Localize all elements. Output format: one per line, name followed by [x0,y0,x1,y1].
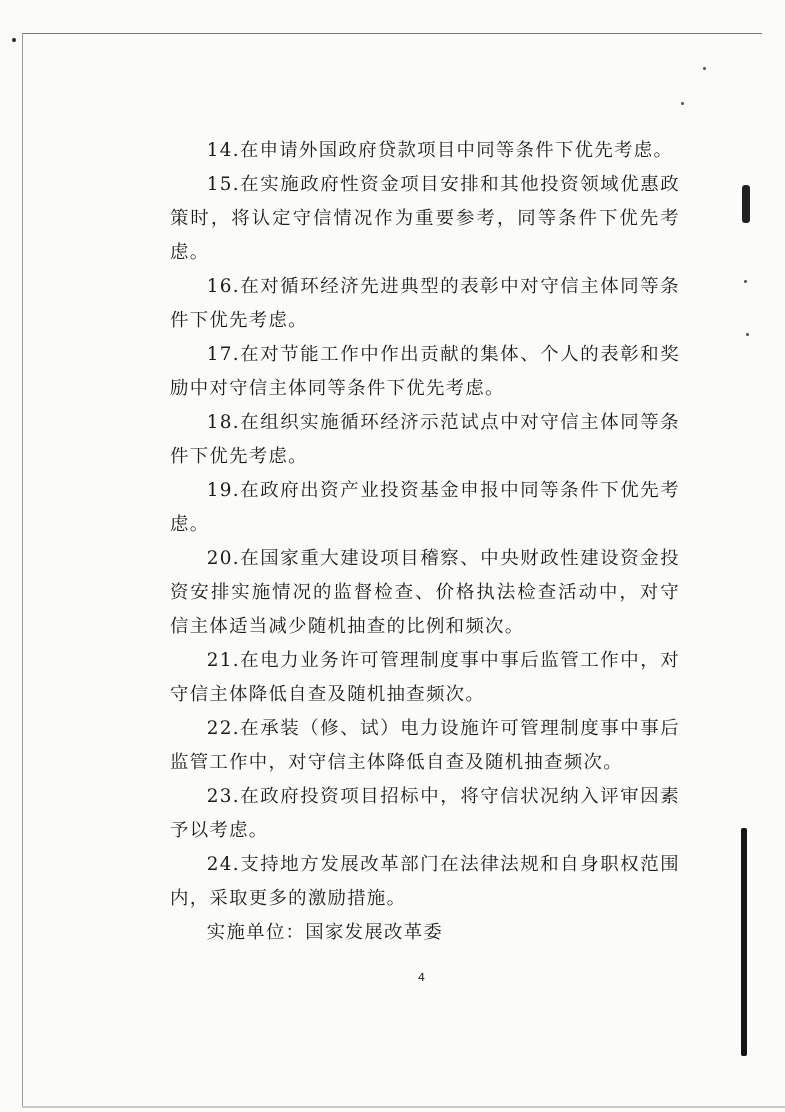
clause-24: 24.支持地方发展改革部门在法律法规和自身职权范围内，采取更多的激励措施。 [170,854,680,909]
scan-left-edge [22,33,23,1108]
scan-speck [681,102,684,105]
scan-artifact-bar [741,828,747,1056]
clause-14: 14.在申请外国政府贷款项目中同等条件下优先考虑。 [206,140,674,161]
clause-23: 23.在政府投资项目招标中，将守信状况纳入评审因素予以考虑。 [170,786,680,841]
scan-top-edge [22,33,762,34]
clause-21: 21.在电力业务许可管理制度事中事后监管工作中，对守信主体降低自查及随机抽查频次。 [170,650,680,705]
scan-speck [703,67,706,70]
clause-18: 18.在组织实施循环经济示范试点中对守信主体同等条件下优先考虑。 [170,412,680,467]
scan-speck [744,280,747,283]
clause-16: 16.在对循环经济先进典型的表彰中对守信主体同等条件下优先考虑。 [170,276,680,331]
scan-artifact-mark [742,185,750,223]
clause-15: 15.在实施政府性资金项目安排和其他投资领域优惠政策时，将认定守信情况作为重要参考，同等条件下优先考虑。 [170,174,680,263]
page-number: 4 [418,971,425,984]
document-body [170,134,680,950]
scan-corner-mark [12,38,16,42]
clause-20: 20.在国家重大建设项目稽察、中央财政性建设资金投资安排实施情况的监督检查、价格执法检查活动中，对守信主体适当减少随机抽查的比例和频次。 [170,548,680,637]
scan-bottom-edge [22,1106,785,1108]
implementing-unit: 实施单位：国家发展改革委 [206,922,444,943]
clause-22: 22.在承装（修、试）电力设施许可管理制度事中事后监管工作中，对守信主体降低自查及随机抽查频次。 [170,718,680,773]
scan-speck [746,333,749,336]
clause-19: 19.在政府出资产业投资基金申报中同等条件下优先考虑。 [170,480,680,535]
clause-17: 17.在对节能工作中作出贡献的集体、个人的表彰和奖励中对守信主体同等条件下优先考虑。 [170,344,680,399]
